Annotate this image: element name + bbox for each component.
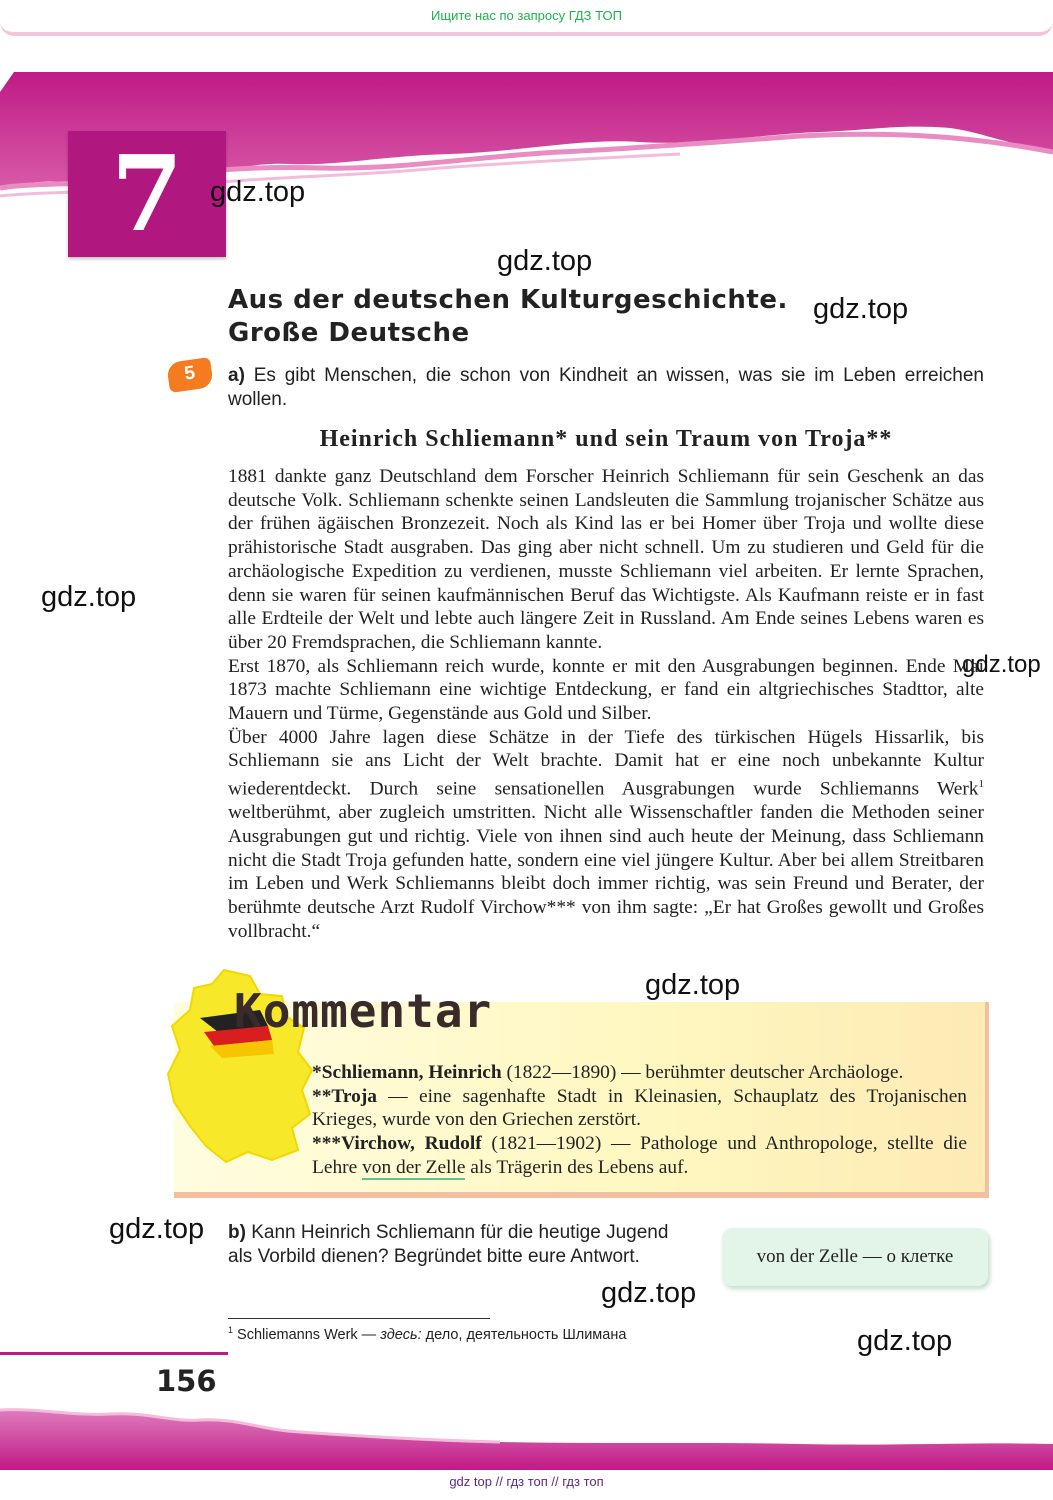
kommentar-title: Kommentar bbox=[234, 984, 493, 1038]
underlined-phrase: von der Zelle bbox=[362, 1156, 466, 1178]
task-b-label: b) bbox=[228, 1222, 246, 1243]
top-banner bbox=[0, 0, 1053, 36]
task-a-text: Es gibt Menschen, die schon von Kindheit an wissen, was sie im Leben erreichen wollen. bbox=[228, 365, 984, 410]
title-line-1: Aus der deutschen Kulturgeschichte. bbox=[228, 285, 788, 315]
story-paragraph-2: Erst 1870, als Schliemann reich wurde, konnte er mit den Ausgrabungen beginnen. Ende Mai 1873 machte Schliemann eine wichtige Entdeckung, er fand ein altgriechisches Stadttor, alte Mauern und Türme, Gegenstände aus Gold und Silber. bbox=[228, 655, 984, 725]
page-title bbox=[228, 284, 788, 350]
footnote-translation: дело, деятельность Шлимана bbox=[425, 1326, 627, 1343]
story-paragraph-3 bbox=[228, 726, 984, 944]
footnote-marker: 1 bbox=[978, 778, 984, 791]
watermark: gdz.top bbox=[109, 1213, 205, 1245]
watermark: gdz.top bbox=[813, 293, 909, 325]
task-a-label: a) bbox=[228, 365, 245, 386]
page-number: 156 bbox=[156, 1364, 217, 1398]
chapter-number-box bbox=[68, 131, 226, 257]
exercise-number: 5 bbox=[183, 362, 197, 385]
footer-band bbox=[0, 1380, 1053, 1470]
task-b bbox=[228, 1221, 694, 1269]
kommentar-entry-troja bbox=[312, 1085, 967, 1132]
footnote-divider bbox=[228, 1318, 490, 1319]
kommentar-term: *Schliemann, Heinrich bbox=[312, 1062, 502, 1083]
kommentar-term: **Troja bbox=[312, 1085, 377, 1107]
footer-links[interactable]: gdz top // гдз топ // гдз топ bbox=[449, 1474, 604, 1489]
watermark: gdz.top bbox=[857, 1325, 953, 1357]
title-line-2: Große Deutsche bbox=[228, 318, 470, 348]
kommentar-definition: — eine sagenhafte Stadt in Kleinasien, Schauplatz des Trojanischen Krieges, wurde von den Griechen zerstört. bbox=[312, 1085, 967, 1131]
kommentar-definition: (1821—1902) — Pathologe und Anthropologe, stellte die Lehre bbox=[312, 1133, 967, 1178]
footnote-number: 1 bbox=[228, 1325, 234, 1335]
chapter-number: 7 bbox=[110, 132, 184, 255]
story-paragraph-1: 1881 dankte ganz Deutschland dem Forscher Heinrich Schliemann für sein Geschenk an das deutsche Volk. Schliemann schenkte seinen Landsleuten die Sammlung trojanischer Schätze aus der frühen ägäischen Bronzezeit. Noch als Kind las er bei Homer über Troja und wollte diese prähistorische Stadt ausgraben. Das ging aber nicht schnell. Um zu studieren und Geld für die archäologische Expedition zu verdienen, musste Schliemann viel arbeiten. Er lernte Sprachen, denn sie waren für seinen kaufmännischen Beruf das Wichtigste. Als Kaufmann reiste er in fast alle Erdteile der Welt und lebte auch längere Zeit in Russland. Am Ende seines Lebens waren es über 20 Fremdsprachen, die Schliemann kannte. bbox=[228, 466, 984, 653]
kommentar-entry-schliemann bbox=[312, 1061, 967, 1085]
kommentar-text bbox=[312, 1061, 967, 1180]
story-title: Heinrich Schliemann* und sein Traum von Troja** bbox=[319, 426, 893, 452]
watermark: gdz.top bbox=[210, 176, 306, 208]
watermark: gdz.top bbox=[601, 1277, 697, 1309]
kommentar-term: ***Virchow, Rudolf bbox=[312, 1133, 482, 1155]
exercise-badge bbox=[166, 357, 214, 393]
vocabulary-note bbox=[722, 1228, 988, 1286]
kommentar-entry-virchow bbox=[312, 1132, 967, 1179]
task-a bbox=[228, 364, 984, 412]
top-banner-text[interactable]: Ищите нас по запросу ГДЗ ТОП bbox=[431, 8, 622, 23]
watermark: gdz.top bbox=[497, 245, 593, 277]
watermark: gdz.top bbox=[645, 969, 741, 1001]
footnote-italic: здесь: bbox=[380, 1326, 422, 1343]
kommentar-definition: als Trägerin des Lebens auf. bbox=[465, 1156, 689, 1178]
page-number-rule bbox=[0, 1352, 228, 1355]
story-paragraph-3a: Über 4000 Jahre lagen diese Schätze in der Tiefe des türkischen Hügels Hissarlik, bis Schliemann sie ans Licht der Welt brachte. Damit hat er eine noch unbekannte Kultur wiederentdeckt. Durch seine sensationellen Ausgrabungen wurde Schliemanns Werk bbox=[228, 726, 984, 800]
story-text bbox=[228, 465, 984, 944]
story-paragraph-3b: weltberühmt, aber zugleich umstritten. Nicht alle Wissenschaftler fanden die Methoden seiner Ausgrabungen gut und richtig. Viele von ihnen sind auch heute der Meinung, dass Schliemann nicht die Stadt Troja gefunden hatte, sondern eine viel jüngere Kultur. Aber bei allem Streitbaren im Leben und Werk Schliemanns bleibt doch immer richtig, was sein Freund und Berater, der berühmte deutsche Arzt Rudolf Virchow*** von ihm sagte: „Er hat Großes gewollt und Großes vollbracht.“ bbox=[228, 802, 984, 942]
watermark: gdz.top bbox=[41, 581, 137, 613]
footnote-term: Schliemanns Werk — bbox=[237, 1326, 377, 1343]
kommentar-definition: (1822—1890) — berühmter deutscher Archäologe. bbox=[501, 1062, 904, 1083]
vocabulary-note-text: von der Zelle — о клетке bbox=[756, 1246, 954, 1267]
task-b-text: Kann Heinrich Schliemann für die heutige Jugend als Vorbild dienen? Begründet bitte eure Antwort. bbox=[228, 1222, 669, 1267]
footnote bbox=[228, 1325, 626, 1343]
watermark: gdz.top bbox=[962, 651, 1041, 678]
